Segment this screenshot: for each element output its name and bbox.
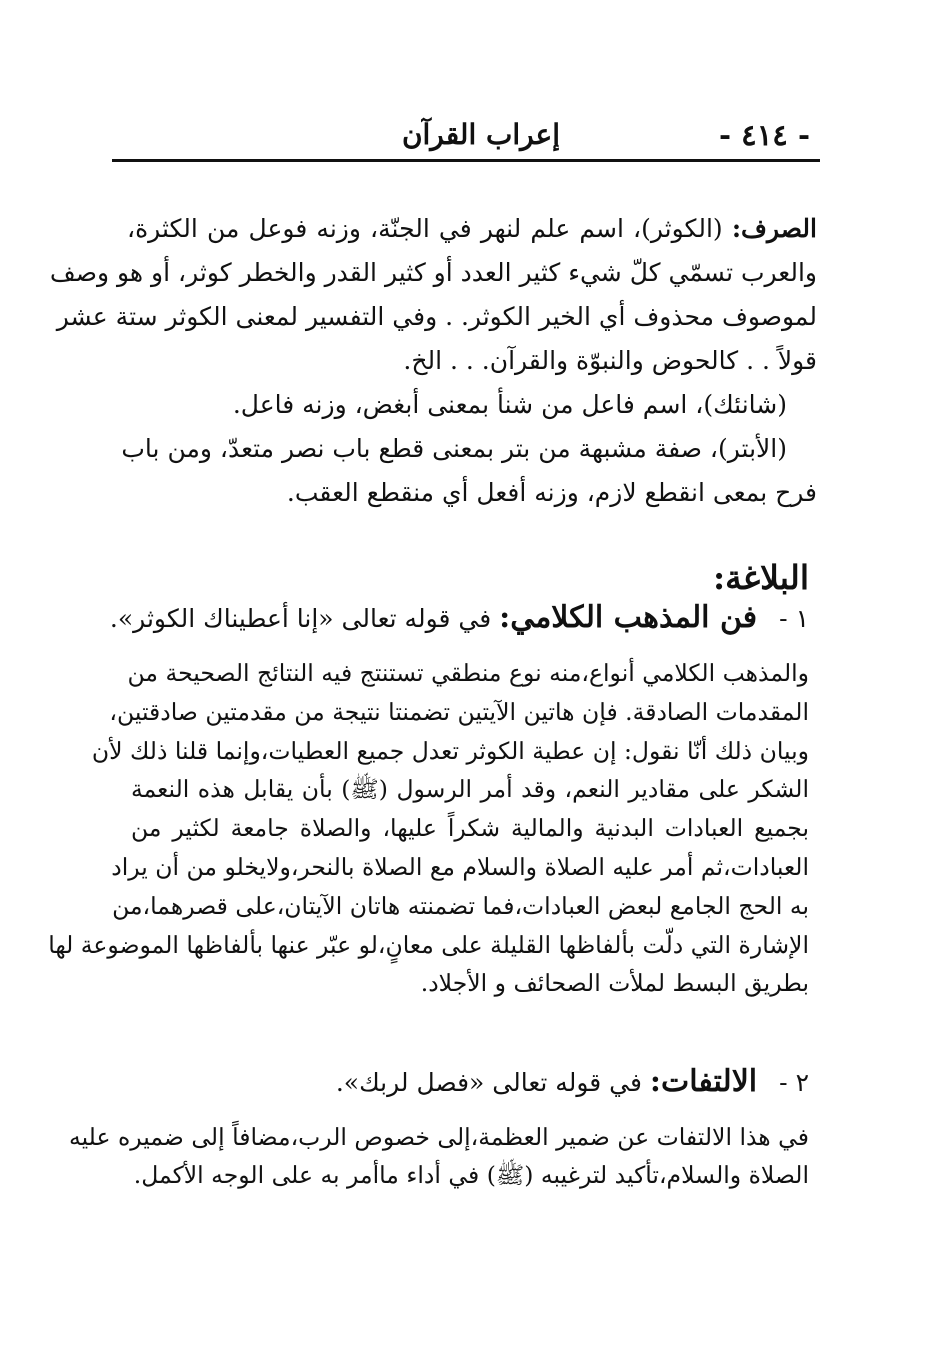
sarf-line-5: (شانئك)، اسم فاعل من شنأ بمعنى أبغض، وزنه فاعل. bbox=[232, 390, 787, 419]
balagha-item-1-body bbox=[48, 654, 809, 1003]
header-rule bbox=[112, 159, 820, 162]
sarf-line-1 bbox=[127, 207, 817, 251]
paragraph-line: الصلاة والسلام،تأكيد لترغيبه (ﷺ) في أداء ماأمر به على الوجه الأكمل. bbox=[133, 1161, 809, 1189]
item-title: الالتفات: bbox=[649, 1064, 758, 1099]
balagha-item-2-heading bbox=[336, 1064, 809, 1099]
sarf-line-1-text: (الكوثر)، اسم علم لنهر في الجنّة، وزنه فوعل من الكثرة، bbox=[127, 214, 732, 243]
sarf-line-7: فرح بمعى انقطع لازم، وزنه أفعل أي منقطع العقب. bbox=[286, 478, 817, 507]
sarf-line-6: (الأبتر)، صفة مشبهة من بتر بمعنى قطع باب نصر متعدّ، ومن باب bbox=[121, 434, 787, 463]
item-number: ١ - bbox=[779, 604, 809, 633]
running-title: إعراب القرآن bbox=[401, 118, 561, 151]
paragraph-line: الإشارة التي دلّت بألفاظها القليلة على معانٍ،لو عبّر عنها بألفاظها الموضوعة لها bbox=[48, 930, 809, 959]
paragraph-line: بجميع العبادات البدنية والمالية شكراً عليها، والصلاة جامعة لكثير من bbox=[131, 814, 809, 843]
balagha-heading: البلاغة: bbox=[712, 558, 809, 597]
paragraph-line: والمذهب الكلامي أنواع،منه نوع منطقي تستنتج فيه النتائج الصحيحة من bbox=[127, 659, 809, 687]
paragraph-line: في هذا الالتفات عن ضمير العظمة،إلى خصوص الرب،مضافاً إلى ضميره عليه bbox=[68, 1123, 809, 1151]
paragraph-line: العبادات،ثم أمر عليه الصلاة والسلام مع الصلاة بالنحر،ولايخلو من أن يراد bbox=[111, 852, 809, 881]
balagha-item-1-heading bbox=[110, 600, 809, 635]
page-header bbox=[112, 112, 820, 162]
sarf-line-4: قولاً . . كالحوض والنبوّة والقرآن. . . الخ. bbox=[403, 346, 817, 375]
paragraph-line: بطريق البسط لملأت الصحائف و الأجلاد. bbox=[420, 969, 809, 998]
sarf-term: الصرف: bbox=[731, 214, 817, 243]
sarf-line-3: لموصوف محذوف أي الخير الكوثر. . وفي التفسير لمعنى الكوثر ستة عشر bbox=[56, 302, 817, 331]
sarf-line-2: والعرب تسمّي كلّ شيء كثير العدد أو كثير القدر والخطر كوثر، أو هو وصف bbox=[49, 258, 817, 287]
paragraph-line: الشكر على مقادير النعم، وقد أمر الرسول (ﷺ) بأن يقابل هذه النعمة bbox=[131, 775, 809, 804]
item-intro: في قوله تعالى «فصل لربك». bbox=[335, 1068, 650, 1097]
item-intro: في قوله تعالى «إنا أعطيناك الكوثر». bbox=[109, 604, 500, 633]
paragraph-line: وبيان ذلك أنّا نقول: إن عطية الكوثر تعدل جميع العطيات،وإنما قلنا ذلك لأن bbox=[91, 736, 809, 765]
page-number: - ٤١٤ - bbox=[718, 118, 810, 152]
sarf-section bbox=[49, 207, 817, 515]
paragraph-line: به الحج الجامع لبعض العبادات،فما تضمنته هاتان الآيتان،على قصرهما،من bbox=[112, 891, 809, 920]
item-title: فن المذهب الكلامي: bbox=[499, 600, 758, 635]
item-number: ٢ - bbox=[779, 1068, 809, 1097]
balagha-item-2-body bbox=[68, 1118, 809, 1194]
paragraph-line: المقدمات الصادقة. فإن هاتين الآيتين تضمنتا نتيجة من مقدمتين صادقتين، bbox=[109, 697, 809, 726]
